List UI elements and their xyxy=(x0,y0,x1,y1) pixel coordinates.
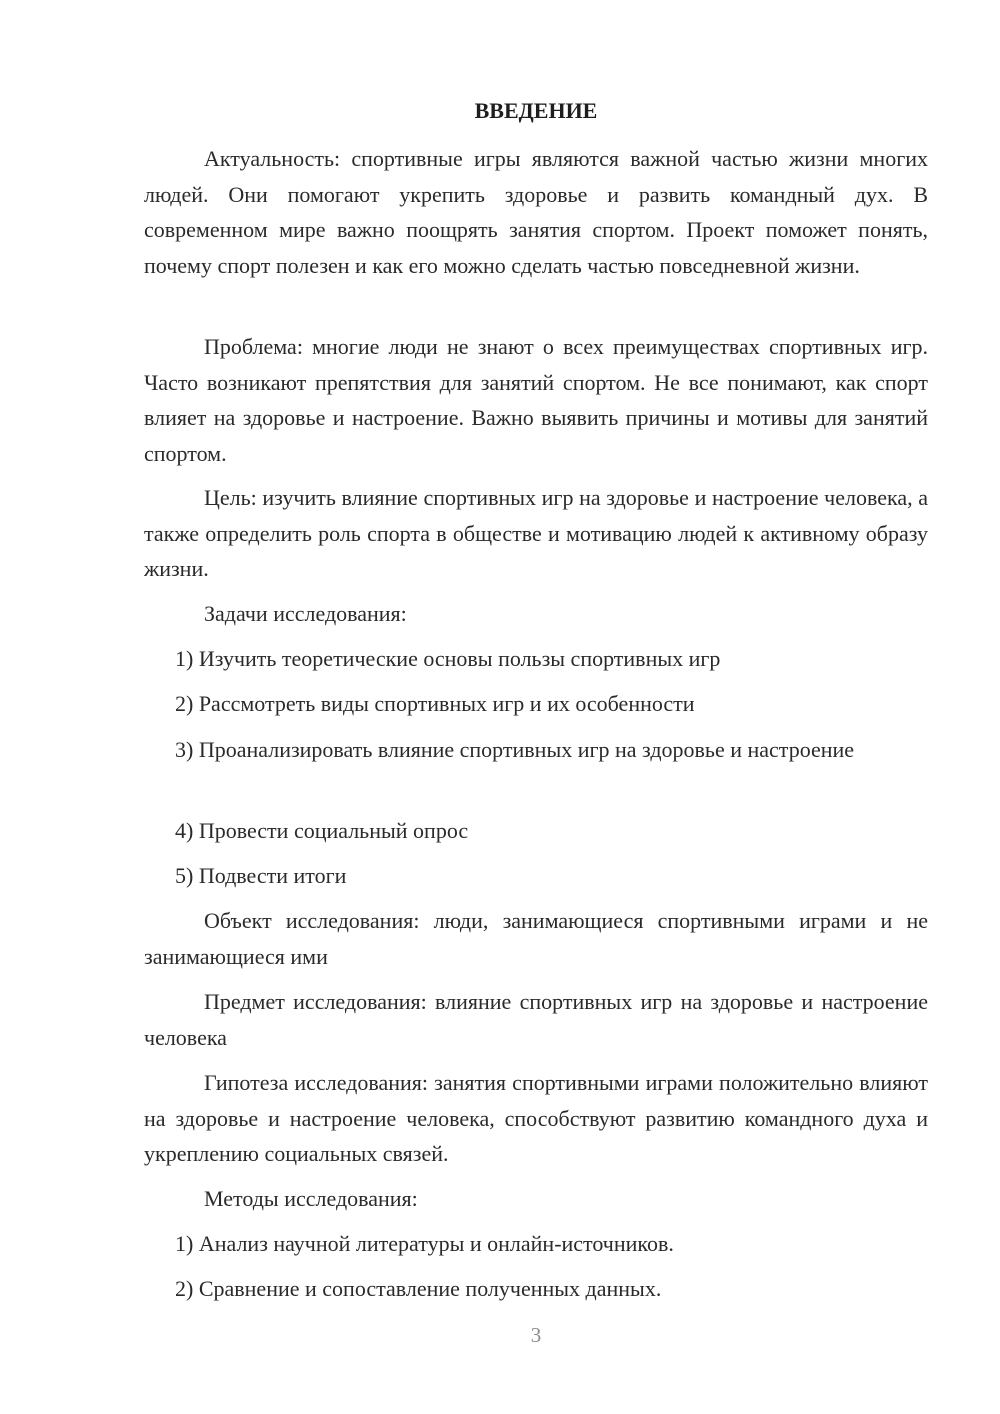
methods-heading: Методы исследования: xyxy=(204,1186,418,1211)
page-number: 3 xyxy=(530,1323,542,1347)
object-paragraph: Объект исследования: люди, занимающиеся спортивными играми и не занимающиеся ими xyxy=(144,908,928,969)
task-item-2: 2) Рассмотреть виды спортивных игр и их особенности xyxy=(175,691,695,716)
problem-paragraph: Проблема: многие люди не знают о всех преимуществах спортивных игр. Часто возникают препятствия для занятий спортом. Не все понимают, как спорт влияет на здоровье и настроение. Важно выявить причины и мотивы для занятий спортом. xyxy=(144,334,928,466)
hypothesis-paragraph: Гипотеза исследования: занятия спортивными играми положительно влияют на здоровье и настроение человека, способствуют развитию командного духа и укреплению социальных связей. xyxy=(144,1070,928,1166)
method-item-1: 1) Анализ научной литературы и онлайн-источников. xyxy=(175,1231,674,1256)
method-item-2: 2) Сравнение и сопоставление полученных данных. xyxy=(175,1276,662,1301)
task-item-5: 5) Подвести итоги xyxy=(175,863,347,888)
subject-paragraph: Предмет исследования: влияние спортивных игр на здоровье и настроение человека xyxy=(144,989,928,1050)
task-item-4: 4) Провести социальный опрос xyxy=(175,818,469,843)
task-item-1: 1) Изучить теоретические основы пользы спортивных игр xyxy=(175,646,721,671)
task-item-3: 3) Проанализировать влияние спортивных игр на здоровье и настроение xyxy=(175,737,855,762)
section-heading: ВВЕДЕНИЕ xyxy=(474,98,598,123)
goal-paragraph: Цель: изучить влияние спортивных игр на здоровье и настроение человека, а также определить роль спорта в обществе и мотивацию людей к активному образу жизни. xyxy=(144,485,928,581)
relevance-paragraph: Актуальность: спортивные игры являются важной частью жизни многих людей. Они помогают укрепить здоровье и развить командный дух. В современном мире важно поощрять занятия спортом. Проект поможет понять, почему спорт полезен и как его можно сделать частью повседневной жизни. xyxy=(144,146,928,278)
tasks-heading: Задачи исследования: xyxy=(204,601,407,626)
